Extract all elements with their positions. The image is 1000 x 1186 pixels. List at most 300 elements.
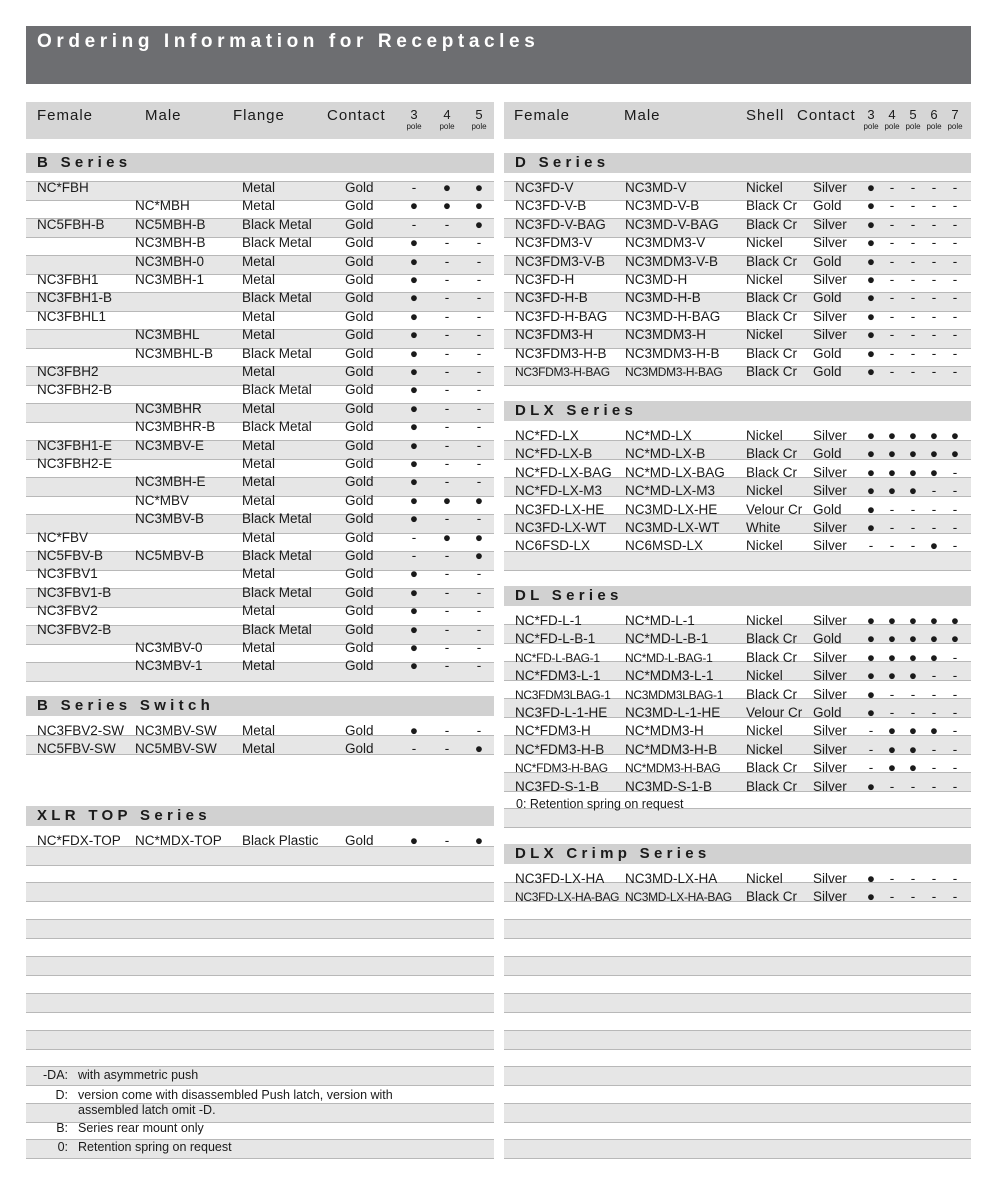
pole-mark: ● <box>929 428 939 443</box>
flange-value: Metal <box>242 400 276 416</box>
table-row <box>26 326 494 344</box>
shell-value: Black Cr <box>746 889 798 905</box>
contact-value: Silver <box>813 889 847 905</box>
contact-value: Silver <box>813 538 847 554</box>
pole-mark: - <box>910 520 916 535</box>
pole-mark: - <box>889 308 895 324</box>
pole-mark: ● <box>908 613 918 628</box>
table-row <box>26 565 494 583</box>
pole-mark: - <box>444 235 450 251</box>
male-part: NC*MDM3-H-BAG <box>625 761 721 776</box>
pole-mark: ● <box>887 428 897 443</box>
male-part: NC3MBV-B <box>135 511 205 527</box>
pole-mark: ● <box>866 686 876 702</box>
female-part: NC3FD-L-1-HE <box>515 705 608 720</box>
shell-value: Nickel <box>746 668 783 684</box>
section-title: D Series <box>515 154 610 171</box>
flange-value: Metal <box>242 327 276 343</box>
pole-mark: - <box>476 382 482 398</box>
pole-mark: ● <box>409 833 419 848</box>
pole-mark: ● <box>866 198 876 214</box>
pole-mark: - <box>444 216 450 232</box>
pole-mark: - <box>889 327 895 343</box>
pole-mark: ● <box>474 548 484 563</box>
pole-mark: ● <box>409 253 419 269</box>
pole-mark: - <box>889 272 895 287</box>
contact-value: Silver <box>813 668 847 684</box>
male-part: NC3MBH-1 <box>135 272 205 287</box>
female-part: NC*FD-LX-BAG <box>515 464 612 480</box>
table-row <box>26 418 494 436</box>
section-title: DL Series <box>515 587 623 604</box>
footnote-key: -DA: <box>43 1068 68 1082</box>
pole-mark: ● <box>929 649 939 665</box>
footnote-text: with asymmetric push <box>78 1068 199 1082</box>
flange-value: Metal <box>242 474 276 490</box>
pole-mark: - <box>952 723 958 739</box>
flange-value: Metal <box>242 529 276 545</box>
flange-value: Black Metal <box>242 621 312 637</box>
pole-mark: ● <box>474 216 484 232</box>
table-row <box>504 427 971 445</box>
male-part: NC3MBHR <box>135 400 202 416</box>
table-row <box>26 345 494 363</box>
pole-mark: - <box>476 621 482 637</box>
pole-mark: - <box>952 871 958 886</box>
section-header <box>504 401 971 421</box>
female-part: NC3FBH1 <box>37 272 99 287</box>
pole-mark: ● <box>409 474 419 490</box>
column-header <box>504 102 971 139</box>
female-part: NC3FBHL1 <box>37 308 107 324</box>
female-part: NC3FBV2-SW <box>37 723 125 738</box>
male-part: NC3MBH-E <box>135 474 206 490</box>
pole-mark: - <box>931 501 937 517</box>
pole-mark: ● <box>929 538 939 554</box>
table-row <box>26 216 494 234</box>
male-part: NC*MDM3-H <box>625 723 704 739</box>
pole-mark: ● <box>929 464 939 480</box>
pole-mark: - <box>411 180 417 195</box>
header-female: Female <box>37 107 94 124</box>
contact-value: Gold <box>345 640 374 655</box>
section-header <box>504 586 971 606</box>
pole-number: 5 <box>475 107 483 122</box>
flange-value: Black Metal <box>242 511 312 527</box>
pole-mark: - <box>952 216 958 232</box>
pole-mark: - <box>444 290 450 306</box>
pole-mark: ● <box>409 723 419 738</box>
female-part: NC*FDM3-H-B <box>515 741 605 757</box>
table-row <box>26 832 494 850</box>
female-part: NC5FBH-B <box>37 216 105 232</box>
pole-mark: - <box>444 474 450 490</box>
female-part: NC*FD-LX-M3 <box>515 483 603 499</box>
contact-value: Silver <box>813 760 847 776</box>
male-part: NC3MD-S-1-B <box>625 778 713 794</box>
footnote-key: B: <box>56 1121 68 1135</box>
pole-mark: - <box>910 686 916 702</box>
table-row <box>504 363 971 381</box>
pole-mark: ● <box>908 760 918 776</box>
pole-mark: ● <box>409 621 419 637</box>
pole-mark: ● <box>887 446 897 462</box>
shell-value: Nickel <box>746 483 783 499</box>
male-part: NC3MD-LX-HA-BAG <box>625 890 732 905</box>
pole-mark: - <box>910 889 916 905</box>
shell-value: Black Cr <box>746 686 798 702</box>
flange-value: Black Metal <box>242 584 312 600</box>
pole-label: pole <box>439 122 455 131</box>
pole-mark: - <box>889 235 895 251</box>
pole-mark: ● <box>866 446 876 462</box>
contact-value: Gold <box>345 327 374 343</box>
contact-value: Gold <box>813 253 842 269</box>
section-header <box>26 696 494 716</box>
table-row <box>504 519 971 537</box>
female-part: NC3FDM3LBAG-1 <box>515 687 611 702</box>
pole-mark: ● <box>474 833 484 848</box>
pole-mark: ● <box>409 364 419 379</box>
pole-mark: - <box>476 253 482 269</box>
pole-mark: ● <box>887 723 897 739</box>
pole-mark: - <box>444 658 450 674</box>
table-row <box>26 639 494 657</box>
pole-mark: - <box>444 364 450 379</box>
row-band <box>504 919 971 939</box>
contact-value: Gold <box>345 529 374 545</box>
pole-mark: - <box>868 723 874 739</box>
pole-mark: ● <box>409 566 419 582</box>
section-header <box>504 153 971 173</box>
pole-mark: - <box>444 603 450 619</box>
pole-mark: ● <box>887 631 897 647</box>
pole-mark: ● <box>409 290 419 306</box>
pole-mark: - <box>931 308 937 324</box>
table-row <box>26 234 494 252</box>
female-part: NC*FD-L-1 <box>515 613 582 628</box>
male-part: NC3MBHR-B <box>135 419 216 435</box>
pole-mark: ● <box>866 272 876 287</box>
contact-value: Gold <box>345 437 374 453</box>
pole-mark: - <box>476 658 482 674</box>
male-part: NC3MBHL <box>135 327 200 343</box>
flange-value: Metal <box>242 180 276 195</box>
pole-mark: - <box>889 705 895 720</box>
shell-value: Nickel <box>746 723 783 739</box>
section-title: B Series <box>37 154 132 171</box>
pole-mark: ● <box>409 603 419 619</box>
pole-mark: - <box>910 290 916 306</box>
pole-mark: - <box>910 345 916 361</box>
pole-mark: - <box>444 437 450 453</box>
flange-value: Metal <box>242 272 276 287</box>
pole-mark: - <box>931 364 937 379</box>
pole-mark: - <box>889 520 895 535</box>
table-row <box>504 612 971 630</box>
table-row <box>504 308 971 326</box>
pole-mark: ● <box>950 428 960 443</box>
pole-mark: ● <box>409 198 419 214</box>
pole-mark: - <box>476 584 482 600</box>
pole-mark: - <box>476 419 482 435</box>
table-row <box>26 473 494 491</box>
pole-mark: - <box>931 705 937 720</box>
header-male: Male <box>145 107 182 124</box>
female-part: NC*FD-L-BAG-1 <box>515 650 600 665</box>
pole-number: 5 <box>909 107 917 122</box>
contact-value: Gold <box>345 723 374 738</box>
pole-mark: ● <box>908 668 918 684</box>
pole-mark: ● <box>442 198 452 214</box>
female-part: NC3FD-LX-HA <box>515 871 605 886</box>
pole-mark: - <box>952 345 958 361</box>
pole-mark: - <box>476 308 482 324</box>
footnote-key: 0: <box>57 1140 68 1154</box>
male-part: NC3MD-LX-HE <box>625 501 718 517</box>
female-part: NC3FBH2-B <box>37 382 113 398</box>
pole-mark: ● <box>866 345 876 361</box>
row-band <box>26 1030 494 1050</box>
pole-mark: - <box>476 272 482 287</box>
row-band <box>26 882 494 902</box>
male-part: NC3MDM3LBAG-1 <box>625 687 724 702</box>
flange-value: Black Metal <box>242 235 312 251</box>
table-row <box>26 584 494 602</box>
pole-mark: - <box>476 327 482 343</box>
female-part: NC3FBH2 <box>37 364 99 379</box>
header-contact: Contact <box>327 107 386 124</box>
pole-mark: ● <box>929 631 939 647</box>
male-part: NC6MSD-LX <box>625 538 704 554</box>
pole-mark: - <box>476 437 482 453</box>
contact-value: Gold <box>813 290 842 306</box>
shell-value: Nickel <box>746 180 783 195</box>
male-part: NC3MDM3-H <box>625 327 706 343</box>
flange-value: Metal <box>242 492 276 508</box>
pole-mark: - <box>952 253 958 269</box>
pole-mark: - <box>444 272 450 287</box>
flange-value: Metal <box>242 308 276 324</box>
pole-mark: - <box>411 741 417 757</box>
pole-mark: ● <box>409 584 419 600</box>
pole-mark: - <box>910 272 916 287</box>
contact-value: Gold <box>813 345 842 361</box>
pole-mark: ● <box>887 668 897 684</box>
column-header <box>26 102 494 139</box>
pole-mark: - <box>910 198 916 214</box>
table-row <box>504 179 971 197</box>
pole-mark: - <box>952 180 958 195</box>
pole-mark: ● <box>887 741 897 757</box>
table-row <box>504 888 971 906</box>
pole-mark: ● <box>474 741 484 757</box>
pole-mark: - <box>931 216 937 232</box>
female-part: NC3FD-LX-WT <box>515 520 607 535</box>
section-title: XLR TOP Series <box>37 807 211 824</box>
pole-mark: - <box>952 760 958 776</box>
pole-mark: ● <box>474 198 484 214</box>
male-part: NC5MBH-B <box>135 216 206 232</box>
table-row <box>504 289 971 307</box>
pole-mark: - <box>868 538 874 554</box>
contact-value: Silver <box>813 428 847 443</box>
male-part: NC*MDX-TOP <box>135 833 222 848</box>
table-row <box>26 455 494 473</box>
table-row <box>26 602 494 620</box>
contact-value: Silver <box>813 871 847 886</box>
shell-value: Nickel <box>746 272 783 287</box>
header-pole-5 <box>903 108 923 132</box>
pole-mark: - <box>444 723 450 738</box>
male-part: NC3MBV-0 <box>135 640 203 655</box>
male-part: NC3MD-H-B <box>625 290 701 306</box>
male-part: NC*MD-LX-BAG <box>625 464 725 480</box>
male-part: NC*MBH <box>135 198 190 214</box>
pole-mark: ● <box>866 649 876 665</box>
pole-mark: ● <box>866 290 876 306</box>
female-part: NC*FDX-TOP <box>37 833 121 848</box>
contact-value: Gold <box>345 253 374 269</box>
pole-mark: - <box>910 538 916 554</box>
contact-value: Gold <box>345 216 374 232</box>
pole-mark: - <box>444 382 450 398</box>
pole-mark: ● <box>908 446 918 462</box>
footnote-key: D: <box>55 1088 68 1102</box>
pole-mark: - <box>910 705 916 720</box>
shell-value: Black Cr <box>746 631 798 647</box>
contact-value: Silver <box>813 308 847 324</box>
pole-mark: ● <box>409 658 419 674</box>
pole-mark: ● <box>409 419 419 435</box>
pole-mark: ● <box>908 723 918 739</box>
pole-mark: - <box>931 760 937 776</box>
contact-value: Gold <box>813 501 842 517</box>
flange-value: Black Metal <box>242 548 312 563</box>
male-part: NC*MBV <box>135 492 190 508</box>
pole-mark: - <box>444 566 450 582</box>
shell-value: Black Cr <box>746 778 798 794</box>
table-row <box>26 437 494 455</box>
pole-label: pole <box>471 122 487 131</box>
contact-value: Gold <box>345 584 374 600</box>
table-row <box>504 667 971 685</box>
pole-mark: - <box>952 501 958 517</box>
female-part: NC*FDM3-H-BAG <box>515 761 608 776</box>
contact-value: Gold <box>813 631 842 647</box>
contact-value: Gold <box>345 741 374 757</box>
male-part: NC3MD-H-BAG <box>625 308 721 324</box>
female-part: NC3FD-LX-HA-BAG <box>515 890 620 905</box>
female-part: NC3FBV1 <box>37 566 98 582</box>
pole-mark: - <box>952 272 958 287</box>
shell-value: Black Cr <box>746 308 798 324</box>
header-pole-7 <box>945 108 965 132</box>
flange-value: Black Plastic <box>242 833 319 848</box>
pole-mark: ● <box>866 613 876 628</box>
pole-mark: ● <box>409 456 419 471</box>
contact-value: Gold <box>813 198 842 214</box>
table-row <box>26 657 494 675</box>
pole-mark: - <box>910 308 916 324</box>
pole-mark: - <box>952 520 958 535</box>
pole-mark: - <box>952 235 958 251</box>
pole-mark: - <box>931 180 937 195</box>
pole-mark: - <box>952 308 958 324</box>
row-band <box>504 956 971 976</box>
pole-mark: ● <box>929 723 939 739</box>
pole-mark: ● <box>442 529 452 545</box>
pole-mark: ● <box>866 308 876 324</box>
contact-value: Gold <box>345 235 374 251</box>
pole-mark: ● <box>409 235 419 251</box>
pole-mark: ● <box>442 180 452 195</box>
table-row <box>504 345 971 363</box>
male-part: NC*MDM3-H-B <box>625 741 718 757</box>
pole-label: pole <box>406 122 422 131</box>
pole-number: 7 <box>951 107 959 122</box>
shell-value: Nickel <box>746 613 783 628</box>
pole-mark: ● <box>474 529 484 545</box>
footnote-text: Retention spring on request <box>78 1140 232 1154</box>
table-row <box>26 253 494 271</box>
pole-number: 4 <box>888 107 896 122</box>
pole-mark: - <box>931 235 937 251</box>
pole-mark: - <box>931 345 937 361</box>
table-row <box>504 271 971 289</box>
contact-value: Gold <box>345 419 374 435</box>
female-part: NC3FD-V-B <box>515 198 587 214</box>
shell-value: White <box>746 520 781 535</box>
shell-value: Black Cr <box>746 464 798 480</box>
pole-mark: ● <box>866 705 876 720</box>
pole-mark: - <box>444 456 450 471</box>
table-row <box>504 759 971 777</box>
female-part: NC*FBH <box>37 180 89 195</box>
header-pole-3 <box>861 108 881 132</box>
female-part: NC*FD-L-B-1 <box>515 631 596 647</box>
pole-mark: - <box>952 483 958 499</box>
pole-mark: - <box>444 419 450 435</box>
header-pole-3 <box>404 108 424 132</box>
pole-label: pole <box>905 122 921 131</box>
pole-mark: - <box>411 216 417 232</box>
table-row <box>26 400 494 418</box>
pole-mark: ● <box>866 464 876 480</box>
row-band <box>504 1030 971 1050</box>
male-part: NC*MD-LX-M3 <box>625 483 716 499</box>
male-part: NC*MD-L-B-1 <box>625 631 709 647</box>
flange-value: Metal <box>242 741 276 757</box>
header-male: Male <box>624 107 661 124</box>
contact-value: Silver <box>813 613 847 628</box>
pole-mark: - <box>889 180 895 195</box>
pole-mark: ● <box>929 613 939 628</box>
table-row <box>504 326 971 344</box>
contact-value: Silver <box>813 649 847 665</box>
pole-mark: - <box>931 668 937 684</box>
pole-mark: - <box>476 511 482 527</box>
row-band <box>26 956 494 976</box>
shell-value: Nickel <box>746 428 783 443</box>
contact-value: Silver <box>813 272 847 287</box>
contact-value: Silver <box>813 235 847 251</box>
male-part: NC3MD-V-B <box>625 198 700 214</box>
shell-value: Black Cr <box>746 345 798 361</box>
table-row <box>26 363 494 381</box>
contact-value: Gold <box>345 492 374 508</box>
pole-mark: ● <box>409 511 419 527</box>
